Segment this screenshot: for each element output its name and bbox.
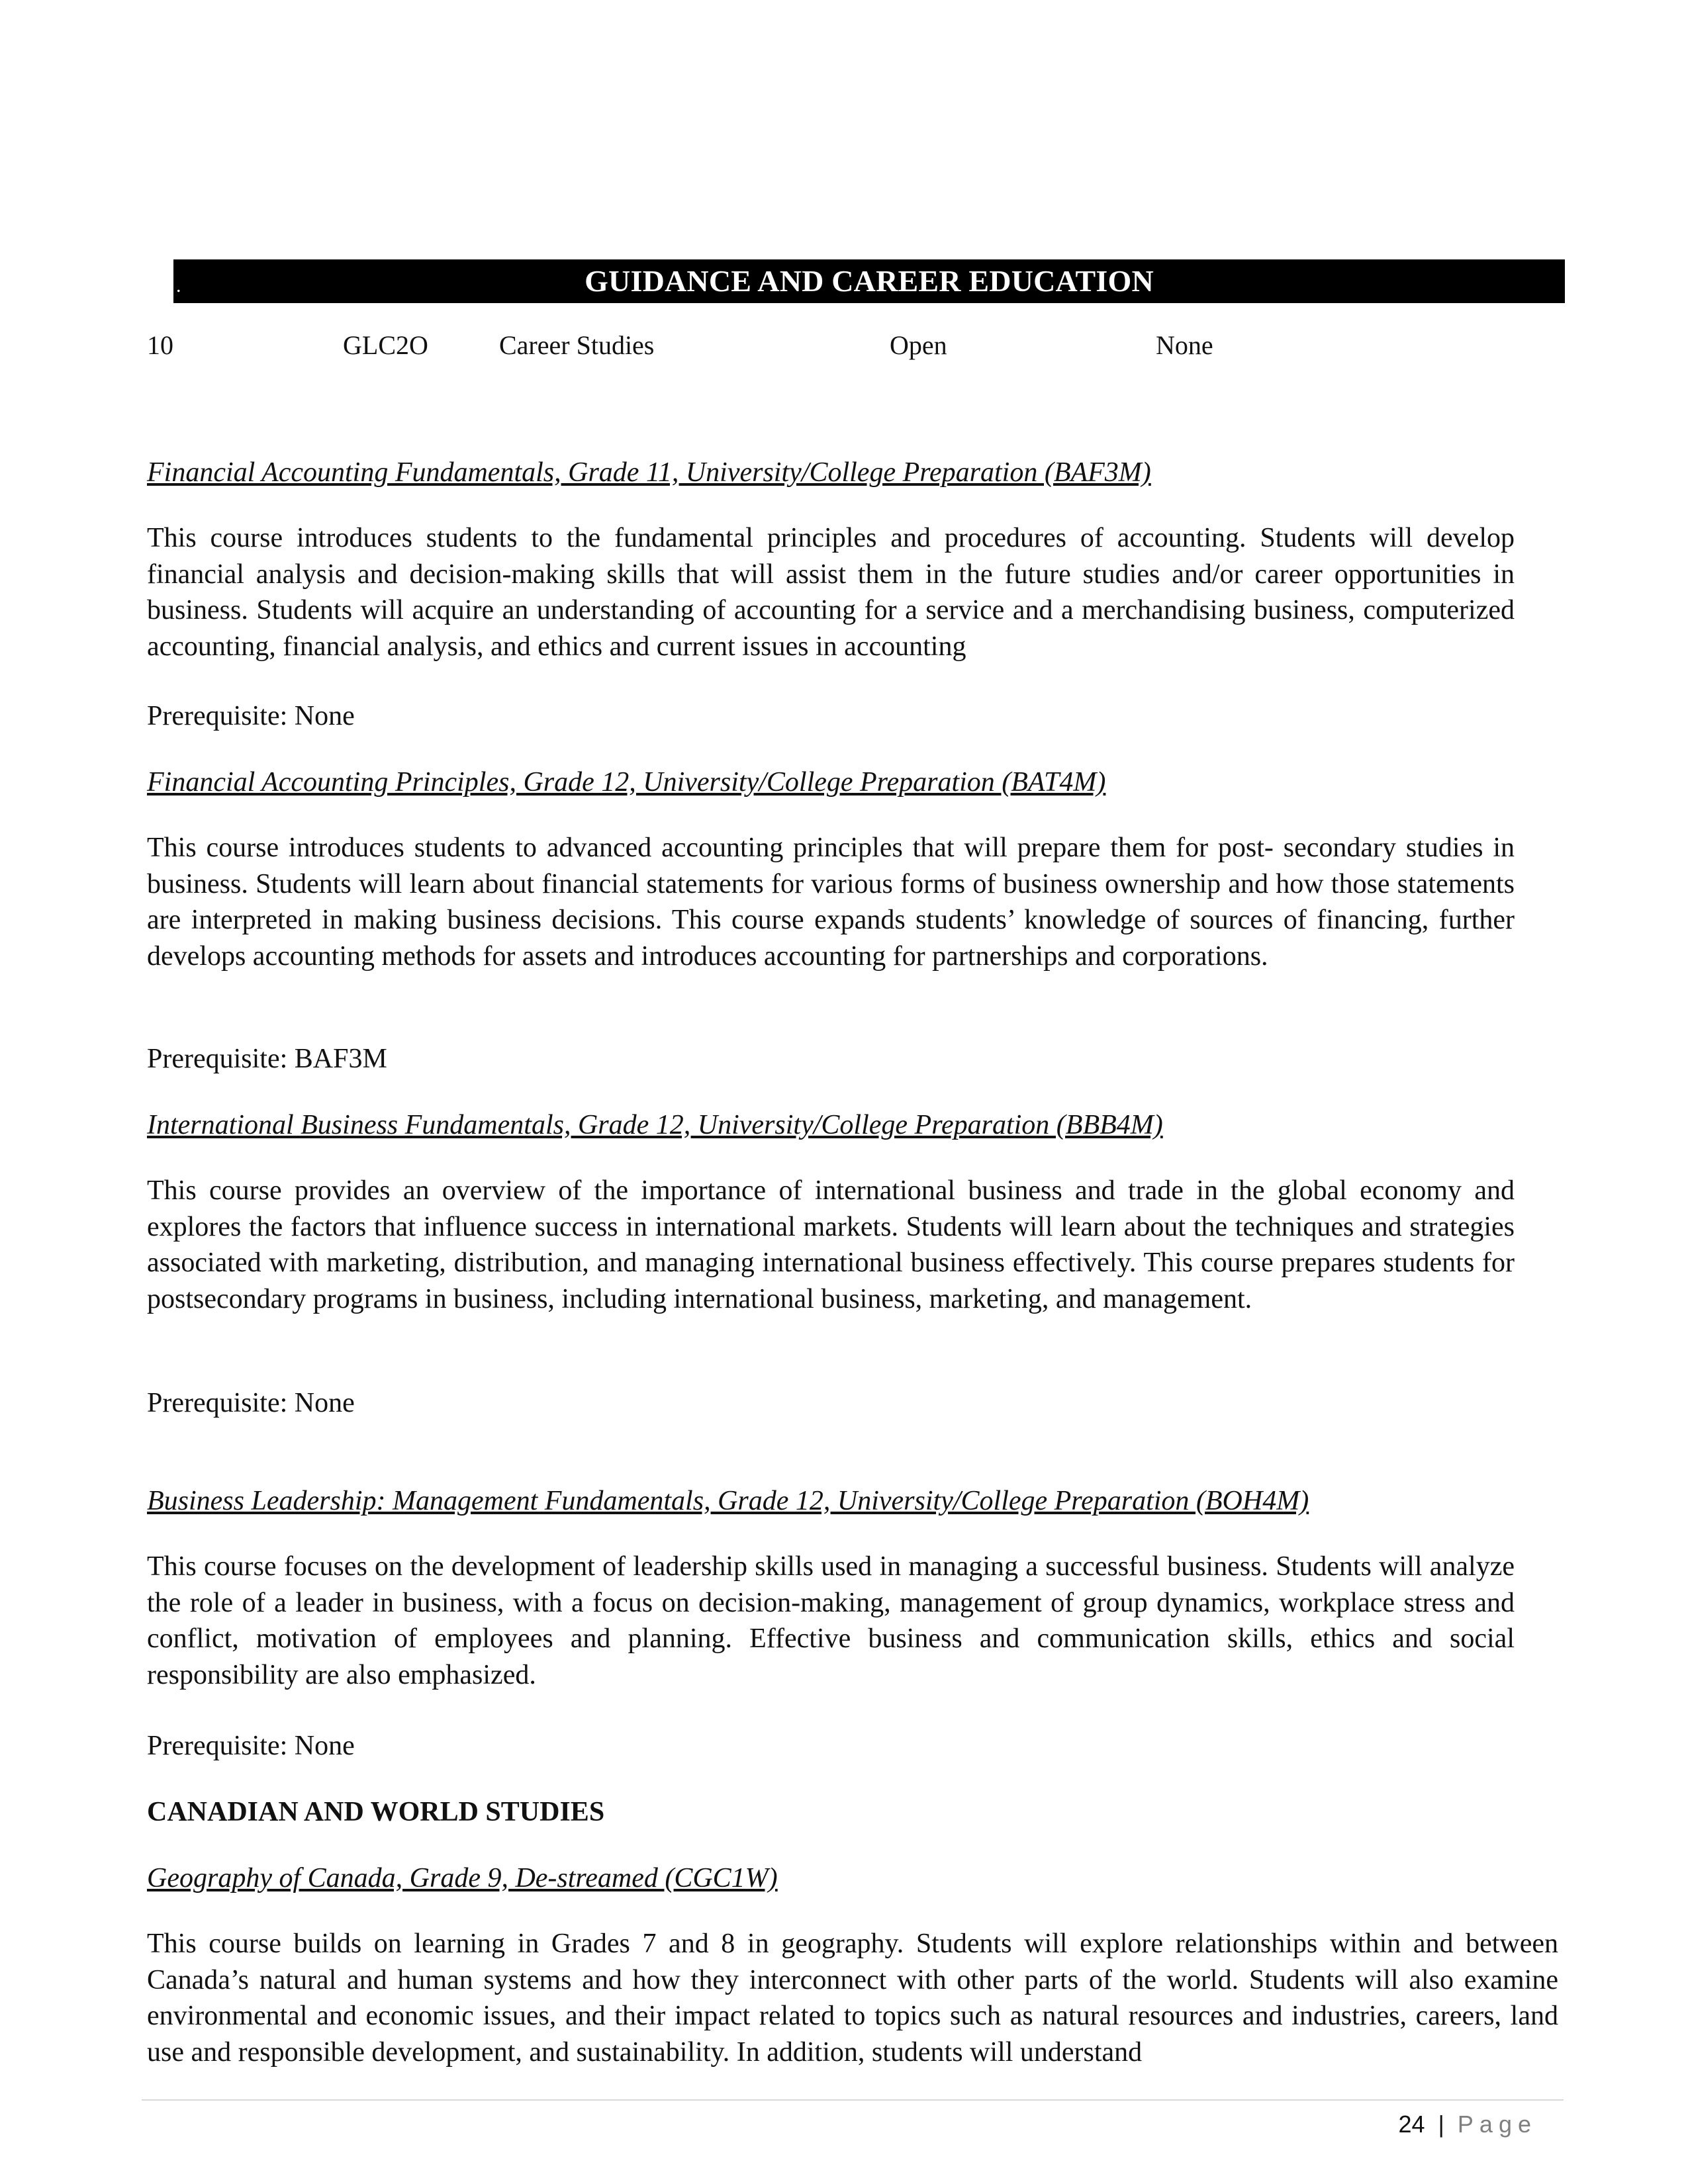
- footer-divider: [142, 2099, 1564, 2101]
- course-heading-bat4m: Financial Accounting Principles, Grade 12, University/College Preparation (BAT4M): [147, 767, 1106, 797]
- course-row-type: Open: [890, 330, 947, 360]
- course-heading-baf3m: Financial Accounting Fundamentals, Grade 11, University/College Preparation (BAF3M): [147, 457, 1151, 488]
- page-footer: [1398, 2109, 1537, 2140]
- course-row-grade: 10: [147, 330, 173, 360]
- course-description-bbb4m: This course provides an overview of the importance of international business and trade in the global economy and explores the factors that influence success in international markets. Students will learn about the techniques and strategies associated with marketing, distribution, and managing international business effectively. This course prepares students for postsecondary programs in business, including international business, marketing, and management.: [147, 1175, 1515, 1314]
- course-description-cgc1w: This course builds on learning in Grades 7 and 8 in geography. Students will explore relationships within and between Canada’s natural and human systems and how they interconnect with other parts of the world. Students will also examine environmental and economic issues, and their impact related to topics such as natural resources and industries, careers, land use and responsible development, and sustainability. In addition, students will understand: [147, 1929, 1558, 2068]
- section-heading: CANADIAN AND WORLD STUDIES: [147, 1797, 605, 1827]
- course-heading-cgc1w: Geography of Canada, Grade 9, De-streamed (CGC1W): [147, 1863, 778, 1893]
- course-description-boh4m: This course focuses on the development of leadership skills used in managing a successful business. Students will analyze the role of a leader in business, with a focus on decision-making, management of group dynamics, workplace stress and conflict, motivation of employees and planning. Effective business and communication skills, ethics and social responsibility are also emphasized.: [147, 1551, 1515, 1690]
- section-banner: [173, 259, 1565, 303]
- banner-marker: .: [176, 275, 181, 296]
- course-prerequisite-boh4m: Prerequisite: None: [147, 1731, 355, 1761]
- page-label: Page: [1457, 2111, 1537, 2138]
- course-description-bat4m: This course introduces students to advanced accounting principles that will prepare them for post- secondary studies in business. Students will learn about financial statements for various forms of business ownership and how those statements are interpreted in making business decisions. This course expands students’ knowledge of sources of financing, further develops accounting methods for assets and introduces accounting for partnerships and corporations.: [147, 833, 1515, 972]
- course-heading-bbb4m: International Business Fundamentals, Grade 12, University/College Preparation (BBB4M): [147, 1110, 1163, 1140]
- course-description-baf3m: This course introduces students to the fundamental principles and procedures of accounting. Students will develop financial analysis and decision-making skills that will assist them in the future studies and/or career opportunities in business. Students will acquire an understanding of accounting for a service and a merchandising business, computerized accounting, financial analysis, and ethics and current issues in accounting: [147, 523, 1515, 662]
- course-row-name: Career Studies: [499, 330, 655, 360]
- course-prerequisite-baf3m: Prerequisite: None: [147, 701, 355, 731]
- course-heading-boh4m: Business Leadership: Management Fundamentals, Grade 12, University/College Preparation (BOH4M): [147, 1486, 1309, 1516]
- course-row-prerequisite: None: [1156, 330, 1213, 360]
- course-prerequisite-bat4m: Prerequisite: BAF3M: [147, 1044, 387, 1074]
- banner-title: GUIDANCE AND CAREER EDUCATION: [585, 264, 1154, 298]
- course-row-code: GLC2O: [343, 330, 428, 360]
- course-prerequisite-bbb4m: Prerequisite: None: [147, 1388, 355, 1418]
- footer-separator: |: [1438, 2111, 1444, 2138]
- page-number: 24: [1398, 2111, 1425, 2138]
